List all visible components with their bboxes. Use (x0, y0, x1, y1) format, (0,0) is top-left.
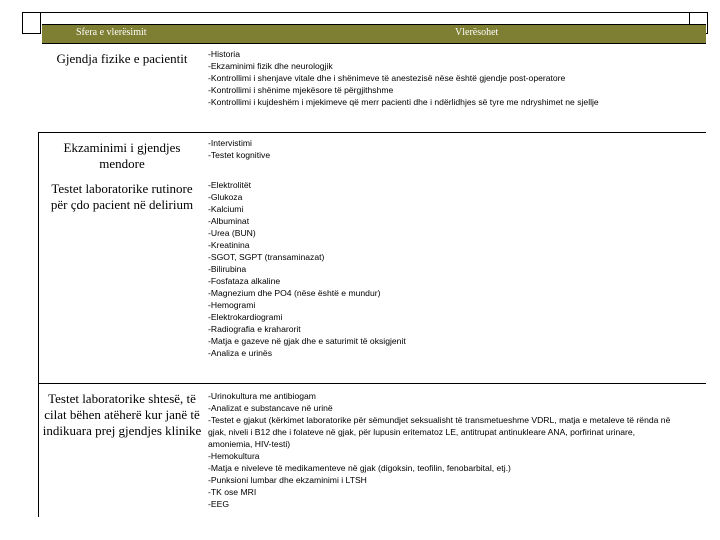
list-item: -Hemogrami (208, 300, 256, 310)
corner-box-left (22, 12, 41, 34)
list-item: -Matja e niveleve të medikamenteve në gjak (digoksin, teofilin, fenobarbital, etj.) (208, 463, 511, 473)
list-item: -Elektrokardiogrami (208, 312, 283, 322)
list-item: -Bilirubina (208, 264, 247, 274)
list-item: -Urea (BUN) (208, 228, 256, 238)
table-header (42, 24, 706, 44)
list-item: -Magnezium dhe PO4 (nëse është e mundur) (208, 288, 381, 298)
list-item: -Testet e gjakut (kërkimet laboratorike për sëmundjet seksualisht të transmetueshme VDRL, matja e metaleve të rënda në gjak, niveli i B12 dhe i folateve në gjak, për lupusin eritematoz LE, antitrupat antinukleare ANA, porfirinat urinare, amoniemia, HIV-testi) (208, 415, 671, 449)
row-label-routine-lab-tests: Testet laboratorike rutinore për çdo pacient në delirium (50, 181, 194, 212)
list-item: -Kontrollimi i shenjave vitale dhe i shënimeve të anestezisë nëse është gjendje post-operatore (208, 73, 566, 83)
list-item: -TK ose MRI (208, 487, 257, 497)
list-item: -Urinokultura me antibiogam (208, 391, 316, 401)
row-divider (38, 383, 706, 384)
header-assessment-area: Sfera e vlerësimit (76, 27, 147, 38)
list-item: -Hemokultura (208, 451, 260, 461)
list-item: -Radiografia e kraharorit (208, 324, 301, 334)
row-items-additional-lab-tests (208, 390, 678, 510)
row-label-additional-lab-tests: Testet laboratorike shtesë, të cilat bëhen atëherë kur janë të indikuara prej gjendjes klinike (42, 391, 202, 438)
row-label-physical-condition: Gjendja fizike e pacientit (56, 51, 188, 66)
list-item: -Glukoza (208, 192, 243, 202)
list-item: -Testet kognitive (208, 150, 271, 160)
list-item: -EEG (208, 499, 230, 509)
list-item: -Ekzaminimi fizik dhe neurologjik (208, 61, 333, 71)
list-item: -Punksioni lumbar dhe ekzaminimi i LTSH (208, 475, 367, 485)
header-assessed-items: Vlerësohet (455, 27, 499, 38)
list-item: -Elektrolitët (208, 180, 251, 190)
list-item: -Intervistimi (208, 138, 252, 148)
list-item: -Analizat e substancave në urinë (208, 403, 333, 413)
list-item: -Historia (208, 49, 240, 59)
row-items-routine-lab-tests (208, 179, 678, 359)
row-label-mental-status: Ekzaminimi i gjendjes mendore (63, 140, 181, 171)
list-item: -Albuminat (208, 216, 250, 226)
list-item: -Kreatinina (208, 240, 250, 250)
table-left-border (38, 132, 39, 517)
row-divider (38, 132, 706, 133)
list-item: -Matja e gazeve në gjak dhe e saturimit të oksigjenit (208, 336, 406, 346)
row-items-mental-status (208, 137, 678, 161)
list-item: -Analiza e urinës (208, 348, 273, 358)
list-item: -Fosfataza alkaline (208, 276, 281, 286)
list-item: -SGOT, SGPT (transaminazat) (208, 252, 325, 262)
list-item: -Kontrollimi i shënime mjekësore të përgjithshme (208, 85, 394, 95)
list-item: -Kontrollimi i kujdeshëm i mjekimeve që merr pacienti dhe i ndërlidhjes së tyre me ndryshimet ne sjellje (208, 97, 599, 107)
list-item: -Kalciumi (208, 204, 244, 214)
table-frame-top (40, 12, 708, 13)
row-items-physical-condition (208, 48, 678, 108)
